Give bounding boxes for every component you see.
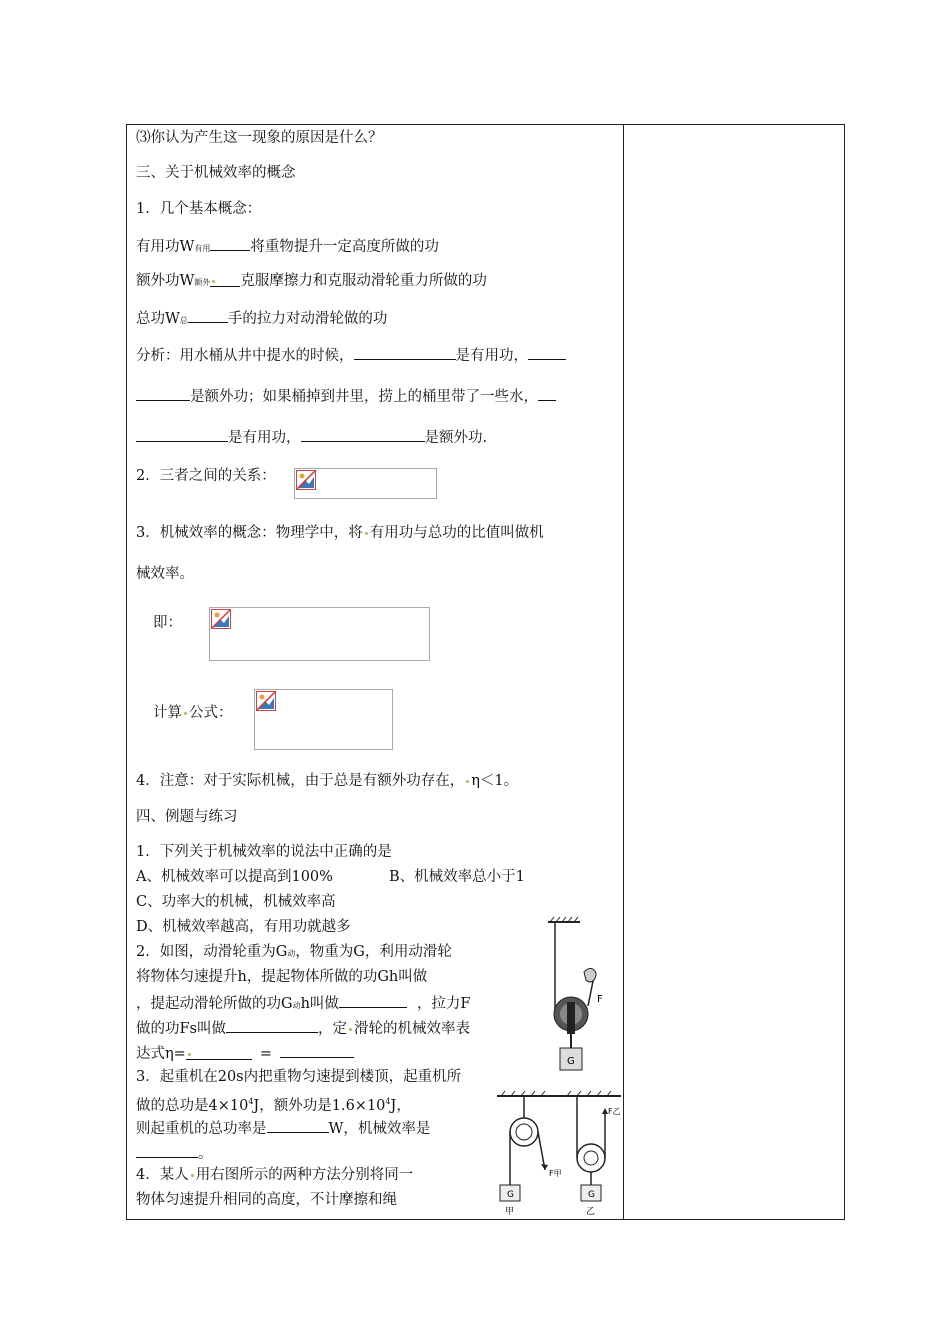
ex1-option-a: A、机械效率可以提高到100% <box>136 869 333 885</box>
ex2-line-3: ，提起动滑轮所做的功G动h叫做 ，拉力F <box>136 993 471 1015</box>
ex1-question: 1．下列关于机械效率的说法中正确的是 <box>136 844 392 860</box>
p3-line-2: 械效率。 <box>136 566 194 582</box>
calc-label: 计算 公式： <box>153 705 233 721</box>
analysis-line-3: 是有用功， 是额外功. <box>136 427 487 447</box>
ex2-line-1: 2．如图，动滑轮重为G动，物重为G，利用动滑轮 <box>136 944 452 960</box>
ex2-line-2: 将物体匀速提升h，提起物体所做的功Gh叫做 <box>136 969 428 985</box>
ji-label: 即： <box>153 615 182 631</box>
note-line: 4．注意：对于实际机械，由于总是有额外功存在， η＜1。 <box>136 773 519 789</box>
ex3-line-2: 做的总功是$4\times 10^4J$，额外功是$1.6\times 10^4J$， <box>136 1097 411 1114</box>
ex2-line-4: 做的功Fs叫做 ，定 滑轮的机械效率表 <box>136 1018 470 1038</box>
section4-heading: 四、例题与练习 <box>136 809 238 825</box>
ex3-line-3: 则起重机的总功率是 W，机械效率是 <box>136 1118 430 1138</box>
f-jia-label: F甲 <box>549 1169 562 1178</box>
relation-formula-image <box>294 468 437 499</box>
section3-heading: 三、关于机械效率的概念 <box>136 165 296 181</box>
broken-image-icon <box>256 691 276 711</box>
column-divider <box>623 124 624 1220</box>
p2-line: 2．三者之间的关系： <box>136 468 276 484</box>
f-yi-label: F乙 <box>608 1107 621 1116</box>
ex4-line-2: 物体匀速提升相同的高度，不计摩擦和绳 <box>136 1192 397 1208</box>
weight-g-yi-label: G <box>588 1190 595 1200</box>
movable-pulley-figure <box>540 916 620 1086</box>
broken-image-icon <box>296 470 316 490</box>
force-f-label: F <box>597 994 603 1005</box>
p1-line: 1．几个基本概念： <box>136 201 262 217</box>
ex1-option-d: D、机械效率越高，有用功就越多 <box>136 919 351 935</box>
efficiency-definition-image <box>209 607 430 661</box>
weight-g-label: G <box>567 1056 575 1067</box>
total-work-line: 总功W总 手的拉力对动滑轮做的功 <box>136 308 387 330</box>
weight-g-jia-label: G <box>507 1190 514 1200</box>
q3-line: ⑶你认为产生这一现象的原因是什么？ <box>136 130 383 146</box>
ex4-line-1: 4．某人 用右图所示的两种方法分别将同一 <box>136 1167 414 1183</box>
jia-label: 甲 <box>505 1207 515 1217</box>
calc-formula-image <box>254 689 393 750</box>
analysis-line-1: 分析：用水桶从井中提水的时候， 是有用功， <box>136 345 566 365</box>
p3-line: 3．机械效率的概念：物理学中，将 有用功与总功的比值叫做机 <box>136 525 544 541</box>
yi-label: 乙 <box>586 1207 596 1217</box>
broken-image-icon <box>211 609 231 629</box>
ex1-option-c: C、功率大的机械，机械效率高 <box>136 894 336 910</box>
ex3-line-4: 。 <box>136 1143 213 1163</box>
ex2-line-5: 达式η= = <box>136 1043 354 1063</box>
ex3-line-1: 3．起重机在20s内把重物匀速提到楼顶，起重机所 <box>136 1069 462 1085</box>
ex1-option-b: B、机械效率总小于1 <box>389 869 525 885</box>
extra-work-line: 额外功W额外 克服摩擦力和克服动滑轮重力所做的功 <box>136 273 487 289</box>
two-pulley-systems-figure <box>495 1090 623 1220</box>
useful-work-line: 有用功W有用 将重物提升一定高度所做的功 <box>136 236 439 258</box>
analysis-line-2: 是额外功；如果桶掉到井里，捞上的桶里带了一些水， <box>136 386 556 406</box>
